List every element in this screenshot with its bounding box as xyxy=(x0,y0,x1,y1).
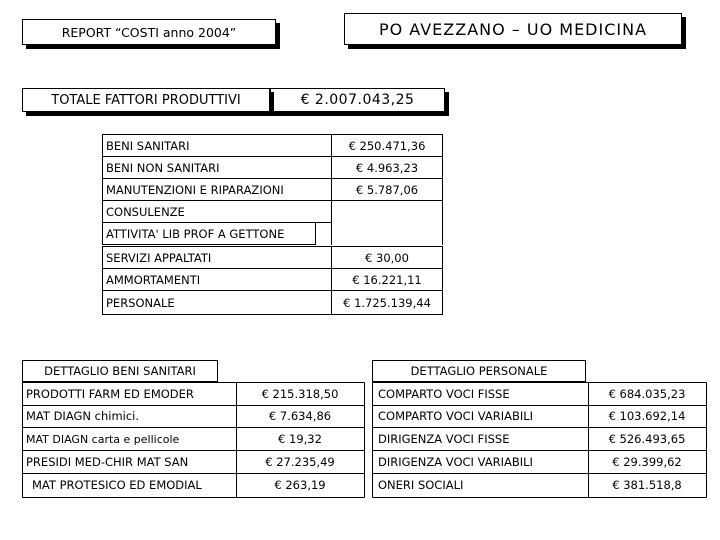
beni-row-value: € 215.318,50 xyxy=(261,387,339,401)
beni-row-label: MAT DIAGN chimici. xyxy=(26,409,140,423)
fattori-label-attivita-lib-prof: ATTIVITA' LIB PROF A GETTONE xyxy=(102,222,316,245)
totale-value: € 2.007.043,25 xyxy=(270,88,445,112)
personale-row-value: € 526.493,65 xyxy=(608,432,686,446)
dettaglio-personale-title: DETTAGLIO PERSONALE xyxy=(372,360,586,382)
beni-row-label: MAT DIAGN carta e pellicole xyxy=(26,432,180,446)
fattori-value-ammortamenti: € 16.221,11 xyxy=(331,268,443,291)
personale-row-value: € 684.035,23 xyxy=(608,387,686,401)
personale-row-value: € 29.399,62 xyxy=(612,455,682,469)
fattori-value-manutenzioni: € 5.787,06 xyxy=(331,178,443,201)
personale-row-label: DIRIGENZA VOCI FISSE xyxy=(378,432,510,446)
unit-title: PO AVEZZANO – UO MEDICINA xyxy=(344,13,682,45)
personale-row-label: COMPARTO VOCI VARIABILI xyxy=(378,409,534,423)
fattori-label-consulenze: CONSULENZE xyxy=(102,200,332,223)
beni-row-value: € 7.634,86 xyxy=(268,409,332,423)
personale-row-value: € 103.692,14 xyxy=(608,409,686,423)
fattori-label-manutenzioni: MANUTENZIONI E RIPARAZIONI xyxy=(102,178,332,201)
report-title: REPORT “COSTI anno 2004” xyxy=(22,19,276,45)
fattori-label-beni-sanitari: BENI SANITARI xyxy=(102,134,332,157)
fattori-value-servizi-appaltati: € 30,00 xyxy=(331,246,443,269)
fattori-label-servizi-appaltati: SERVIZI APPALTATI xyxy=(102,246,332,269)
beni-row-label: PRESIDI MED-CHIR MAT SAN xyxy=(26,455,189,469)
dettaglio-beni-title: DETTAGLIO BENI SANITARI xyxy=(22,360,218,382)
beni-row-label: MAT PROTESICO ED EMODIAL xyxy=(32,478,202,492)
personale-row-value: € 381.518,8 xyxy=(612,478,682,492)
fattori-value-personale: € 1.725.139,44 xyxy=(331,290,443,315)
fattori-value-consulenze xyxy=(331,200,443,223)
beni-row-label: PRODOTTI FARM ED EMODER xyxy=(26,387,194,401)
fattori-value-beni-sanitari: € 250.471,36 xyxy=(331,134,443,157)
fattori-label-ammortamenti: AMMORTAMENTI xyxy=(102,268,332,291)
beni-row-value: € 19,32 xyxy=(278,432,322,446)
fattori-label-beni-non-sanitari: BENI NON SANITARI xyxy=(102,156,332,179)
fattori-value-attivita-lib-prof xyxy=(331,222,443,245)
beni-row-value: € 263,19 xyxy=(274,478,326,492)
fattori-value-beni-non-sanitari: € 4.963,23 xyxy=(331,156,443,179)
totale-label: TOTALE FATTORI PRODUTTIVI xyxy=(22,88,270,112)
fattori-label-personale: PERSONALE xyxy=(102,290,332,315)
beni-row-value: € 27.235,49 xyxy=(265,455,335,469)
personale-row-label: DIRIGENZA VOCI VARIABILI xyxy=(378,455,533,469)
personale-row-label: COMPARTO VOCI FISSE xyxy=(378,387,510,401)
personale-row-label: ONERI SOCIALI xyxy=(378,478,464,492)
